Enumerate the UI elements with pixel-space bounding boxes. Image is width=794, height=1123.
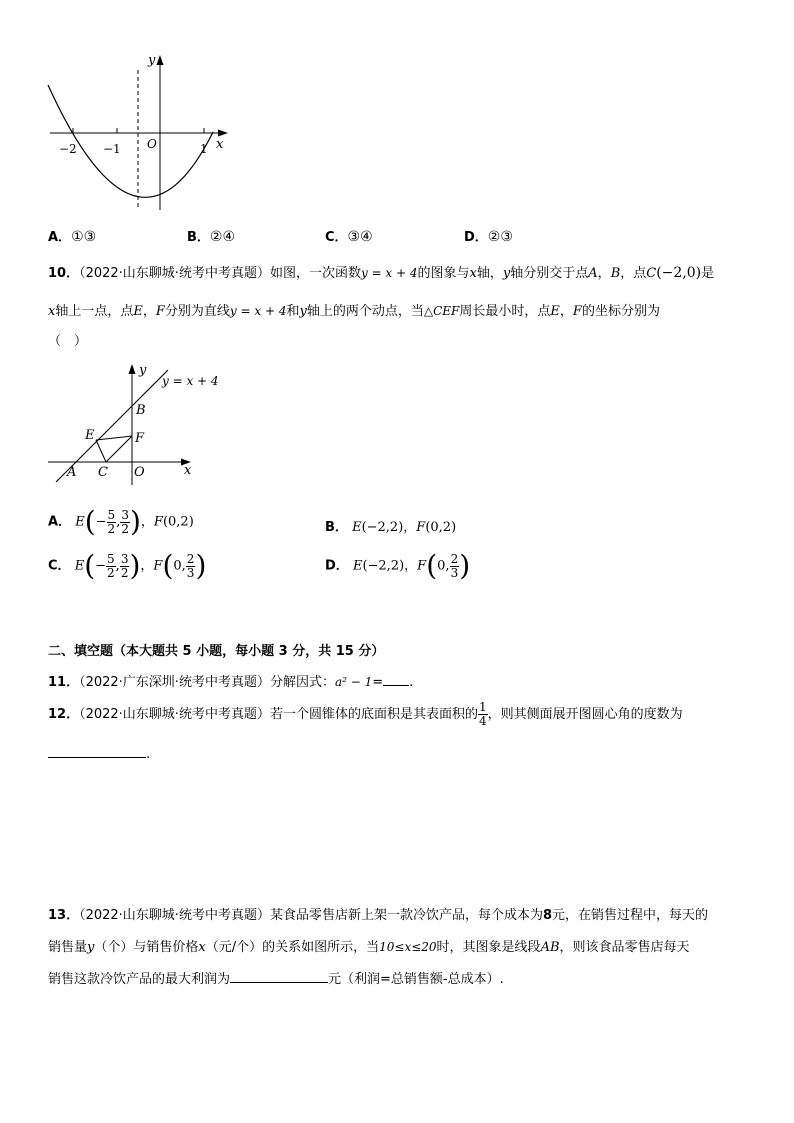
coord: 0 [437, 558, 446, 574]
minus: − [95, 514, 107, 530]
text: ， [142, 304, 156, 319]
coords: (−2,2) [361, 520, 404, 535]
denominator: 3 [450, 565, 459, 580]
text: ，点 [620, 266, 647, 281]
text: 如图，一次函数 [269, 266, 361, 281]
q10-option-a[interactable] [48, 505, 194, 538]
text: 某食品零售店新上架一款冷饮产品，每个成本为 [269, 908, 543, 923]
option-letter: D． [464, 230, 488, 245]
point-F: F [153, 558, 163, 574]
coords: (0,2) [162, 514, 194, 530]
fig9-tick-neg1: −1 [103, 142, 121, 156]
q10-answer-bracket[interactable]: （ ） [48, 334, 88, 349]
fig10-label-A: A [67, 465, 77, 480]
fraction [450, 553, 460, 580]
range: 10≤x≤20 [379, 940, 437, 954]
option-text: ②④ [209, 229, 236, 245]
numerator: 3 [120, 551, 129, 566]
equation: y = x + 4 [229, 304, 287, 318]
paren-close: ) [129, 505, 141, 538]
question-source: （2022·山东聊城·统考中考真题） [79, 908, 270, 923]
expression: a² − 1 [334, 675, 373, 689]
comma: , [181, 558, 186, 574]
text: ，则其侧面展开图圆心角的度数为 [487, 707, 683, 722]
text: 元（利润=总销售额-总成本）. [328, 972, 504, 987]
period: . [409, 675, 414, 690]
fraction [120, 553, 130, 580]
option-letter: B． [325, 520, 348, 535]
denominator: 2 [120, 565, 129, 580]
text: 元，在销售过程中，每天的 [552, 908, 709, 923]
fraction [106, 553, 116, 580]
var: x [198, 940, 206, 955]
q9-option-c[interactable] [325, 226, 373, 245]
point-label: A [588, 266, 598, 281]
question-number: 13． [48, 908, 80, 923]
text: 销售量 [48, 940, 88, 955]
point-E: E [352, 558, 363, 574]
text: ，则该食品零售店每天 [559, 940, 690, 955]
q13-line1 [48, 904, 708, 923]
q11-line [48, 671, 413, 690]
minus: − [95, 558, 107, 574]
var: y [87, 940, 95, 955]
denominator: 3 [186, 565, 195, 580]
point-E: E [74, 558, 85, 574]
equation: y = x + 4 [360, 266, 418, 280]
option-text: ②③ [487, 229, 513, 245]
point-F: F [153, 514, 163, 530]
q9-option-a[interactable] [48, 226, 96, 245]
y-axis-arrow [157, 55, 164, 65]
point-E: E [352, 520, 362, 535]
text: 分别为直线 [164, 304, 230, 319]
q13-answer-blank[interactable] [230, 970, 328, 983]
point-label: F [572, 304, 582, 319]
numerator: 1 [478, 700, 487, 714]
fig10-line-label: y = x + 4 [162, 374, 219, 388]
comma: , [115, 558, 120, 574]
text: 的图象与 [417, 266, 470, 281]
numerator: 2 [186, 551, 195, 566]
comma: , [445, 558, 450, 574]
separator: ， [140, 514, 154, 530]
paren-open: ( [426, 549, 438, 582]
separator: ， [140, 558, 154, 574]
option-letter: C． [325, 230, 348, 245]
q13-line3 [48, 968, 504, 987]
fig9-origin-label: O [147, 137, 157, 151]
denominator: 2 [107, 565, 115, 580]
q12-answer-blank[interactable] [48, 745, 146, 758]
coords: (−2,0) [656, 265, 702, 281]
text: （元/个）的关系如图所示，当 [205, 940, 380, 955]
point-label: C [646, 266, 657, 281]
fraction [478, 701, 488, 728]
x-axis-arrow [218, 130, 228, 137]
separator: ， [403, 520, 417, 535]
q10-option-d[interactable] [325, 549, 471, 582]
text: 时，其图象是线段 [436, 940, 541, 955]
fraction [186, 553, 196, 580]
text: 若一个圆锥体的底面积是其表面积的 [269, 707, 478, 722]
fig10-label-B: B [136, 403, 146, 418]
point-F: F [417, 558, 427, 574]
option-letter: D． [325, 558, 349, 574]
segment-EC [96, 440, 106, 462]
text: ， [597, 266, 611, 281]
point-label: E [550, 304, 560, 319]
fraction [120, 509, 130, 536]
option-text: ③④ [347, 229, 373, 245]
coords: (0,2) [425, 520, 457, 535]
text: 是 [701, 266, 715, 281]
q10-option-b[interactable] [325, 516, 456, 535]
text: 轴， [476, 266, 503, 281]
question-source: （2022·山东聊城·统考中考真题） [79, 266, 270, 281]
paren-open: ( [84, 549, 96, 582]
coord: 0 [173, 558, 182, 574]
text: 销售这款冷饮产品的最大利润为 [48, 972, 231, 987]
option-letter: A． [48, 230, 72, 245]
question-number: 10． [48, 266, 80, 281]
paren-close: ) [129, 549, 141, 582]
coords: (−2,2) [362, 558, 405, 574]
numerator: 5 [107, 507, 116, 522]
fig9-y-label: y [148, 53, 156, 68]
q9-parabola-figure [40, 50, 240, 215]
segment-CF [106, 436, 132, 462]
fig9-tick-1: 1 [200, 142, 208, 156]
question-source: （2022·山东聊城·统考中考真题） [79, 707, 270, 722]
text: 分解因式： [269, 675, 335, 690]
point-label: F [155, 304, 165, 319]
segment: AB [540, 940, 560, 955]
separator: ， [404, 558, 418, 574]
fig10-x-label: x [184, 463, 192, 478]
var: x [469, 266, 477, 281]
point-F: F [416, 520, 426, 535]
paren-close: ) [195, 549, 207, 582]
text: 轴上一点，点 [55, 304, 134, 319]
numerator: 5 [107, 551, 115, 566]
paren-close: ) [459, 549, 471, 582]
option-letter: C． [48, 558, 71, 574]
denominator: 2 [121, 521, 129, 536]
q12-line2 [48, 745, 150, 762]
text: 轴分别交于点 [510, 266, 589, 281]
y-axis-arrow [129, 364, 136, 374]
var: y [502, 266, 511, 281]
var: y [299, 304, 307, 319]
fig9-tick-neg2: −2 [59, 142, 77, 156]
fig10-label-O: O [134, 465, 145, 480]
cost-value: 8 [542, 908, 553, 923]
fig10-label-E: E [85, 428, 95, 443]
paren-open: ( [84, 505, 96, 538]
text: 周长最小时，点 [459, 304, 551, 319]
text: 轴上的两个动点，当 [306, 304, 424, 319]
q10-line1 [48, 262, 714, 281]
period: . [146, 747, 151, 762]
q11-answer-blank[interactable] [383, 673, 409, 686]
point-label: B [610, 266, 621, 281]
numerator: 3 [121, 507, 129, 522]
q9-option-d[interactable] [464, 226, 513, 245]
denominator: 2 [107, 521, 116, 536]
comma: , [116, 514, 121, 530]
text: ， [559, 304, 573, 319]
option-letter: B． [187, 230, 210, 245]
denominator: 4 [478, 714, 487, 728]
point-label: E [133, 304, 143, 319]
q13-line2 [48, 936, 690, 955]
point-E: E [75, 514, 85, 530]
question-number: 11． [48, 675, 80, 690]
var: x [48, 304, 56, 319]
question-number: 12． [48, 707, 80, 722]
q10-option-c[interactable] [48, 549, 207, 582]
option-letter: A． [48, 514, 72, 530]
fraction [107, 509, 117, 536]
paren-open: ( [162, 549, 174, 582]
fig10-y-label: y [139, 363, 147, 378]
option-text: ①③ [71, 229, 97, 245]
fig10-label-C: C [98, 465, 108, 480]
text: 的坐标分别为 [581, 304, 660, 319]
text: 和 [286, 304, 300, 319]
triangle-label: △CEF [423, 304, 460, 318]
q10-figure [46, 360, 246, 488]
section-title: 二、填空题（本大题共 5 小题，每小题 3 分，共 15 分） [48, 644, 385, 659]
q12-line1 [48, 701, 683, 728]
numerator: 2 [450, 551, 459, 566]
fig10-label-F: F [135, 431, 145, 446]
question-source: （2022·广东深圳·统考中考真题） [79, 675, 270, 690]
text: （个）与销售价格 [94, 940, 199, 955]
equals: = [372, 675, 384, 690]
fig9-x-label: x [216, 137, 224, 152]
q9-option-b[interactable] [187, 226, 235, 245]
q10-line2 [48, 300, 660, 319]
